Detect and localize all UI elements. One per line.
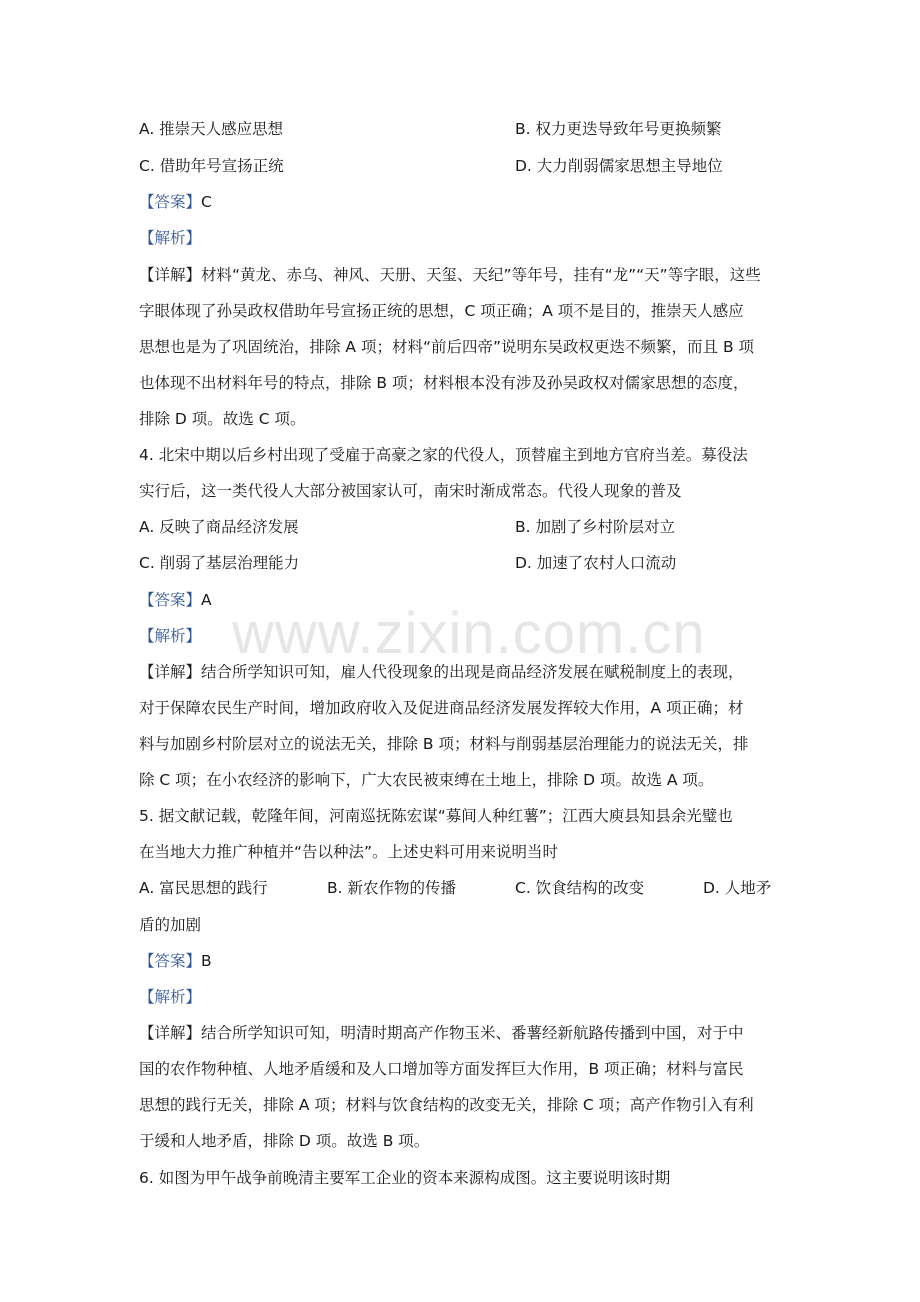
answer-tag: 【答案】: [139, 193, 202, 211]
q5-option-d: D. 人地矛: [703, 879, 772, 897]
answer-value: A: [201, 591, 212, 609]
analysis-tag: 【解析】: [139, 627, 202, 645]
q4-option-a: A. 反映了商品经济发展: [139, 518, 299, 536]
analysis-tag: 【解析】: [139, 229, 202, 247]
q3-answer: [139, 191, 212, 213]
q5-answer: [139, 950, 212, 972]
answer-tag: 【答案】: [139, 952, 202, 970]
q4-stem: 实行后，这一类代役人大部分被国家认可，南宋时渐成常态。代役人现象的普及: [139, 482, 682, 500]
q5-option-d-continued: 盾的加剧: [139, 916, 202, 934]
detail-text: 材料“黄龙、赤乌、神风、天册、天玺、天纪”等年号，挂有“龙”“天”等字眼，这些: [201, 266, 761, 284]
q4-stem: 4. 北宋中期以后乡村出现了受雇于高豪之家的代役人，顶替雇主到地方官府当差。募役法: [139, 446, 748, 464]
q5-detail-line: [139, 1022, 744, 1044]
q3-detail-line: [139, 264, 761, 286]
q5-detail-line: 思想的践行无关，排除 A 项；材料与饮食结构的改变无关，排除 C 项；高产作物引入有利: [139, 1096, 754, 1114]
q3-option-b: B. 权力更迭导致年号更换频繁: [515, 120, 722, 138]
q4-option-b: B. 加剧了乡村阶层对立: [515, 518, 675, 536]
q3-option-a: A. 推崇天人感应思想: [139, 120, 284, 138]
q4-option-d: D. 加速了农村人口流动: [515, 554, 677, 572]
q4-option-c: C. 削弱了基层治理能力: [139, 554, 300, 572]
watermark: www.zixin.com.cn: [232, 601, 706, 666]
q5-detail-line: 于缓和人地矛盾，排除 D 项。故选 B 项。: [139, 1132, 430, 1150]
q5-option-a: A. 富民思想的践行: [139, 879, 268, 897]
q4-detail-line: 对于保障农民生产时间，增加政府收入及促进商品经济发展发挥较大作用，A 项正确；材: [139, 699, 744, 717]
q5-option-c: C. 饮食结构的改变: [515, 879, 645, 897]
q3-option-d: D. 大力削弱儒家思想主导地位: [515, 157, 723, 175]
q5-detail-line: 国的农作物种植、人地矛盾缓和及人口增加等方面发挥巨大作用，B 项正确；材料与富民: [139, 1060, 744, 1078]
q4-detail-line: [139, 661, 744, 683]
q4-answer: [139, 589, 212, 611]
q6-stem: 6. 如图为甲午战争前晚清主要军工企业的资本来源构成图。这主要说明该时期: [139, 1169, 671, 1187]
q3-analysis-heading: [139, 227, 201, 249]
answer-tag: 【答案】: [139, 591, 202, 609]
detail-text: 结合所学知识可知，雇人代役现象的出现是商品经济发展在赋税制度上的表现，: [201, 663, 744, 681]
q4-detail-line: 料与加剧乡村阶层对立的说法无关，排除 B 项；材料与削弱基层治理能力的说法无关，排: [139, 735, 749, 753]
answer-value: B: [201, 952, 212, 970]
detail-text: 结合所学知识可知，明清时期高产作物玉米、番薯经新航路传播到中国，对于中: [201, 1024, 744, 1042]
q4-detail-line: 除 C 项；在小农经济的影响下，广大农民被束缚在土地上，排除 D 项。故选 A 项。: [139, 771, 714, 789]
q5-option-b: B. 新农作物的传播: [327, 879, 456, 897]
q5-stem: 5. 据文献记载，乾隆年间，河南巡抚陈宏谋“募间人种红薯”；江西大庾县知县余光璧也: [139, 807, 733, 825]
q5-stem: 在当地大力推广种植并“告以种法”。上述史料可用来说明当时: [139, 843, 559, 861]
q3-detail-line: 字眼体现了孙吴政权借助年号宣扬正统的思想，C 项正确；A 项不是目的，推崇天人感应: [139, 302, 744, 320]
q3-detail-line: 思想也是为了巩固统治，排除 A 项；材料“前后四帝”说明东吴政权更迭不频繁，而且 B 项: [139, 338, 755, 356]
q4-analysis-heading: [139, 625, 201, 647]
q5-analysis-heading: [139, 986, 201, 1008]
analysis-tag: 【解析】: [139, 988, 202, 1006]
q3-detail-line: 排除 D 项。故选 C 项。: [139, 410, 306, 428]
q3-detail-line: 也体现不出材料年号的特点，排除 B 项；材料根本没有涉及孙吴政权对儒家思想的态度，: [139, 374, 749, 392]
q3-option-c: C. 借助年号宣扬正统: [139, 157, 284, 175]
detail-tag: 【详解】: [139, 1024, 202, 1042]
detail-tag: 【详解】: [139, 266, 202, 284]
detail-tag: 【详解】: [139, 663, 202, 681]
answer-value: C: [201, 193, 212, 211]
